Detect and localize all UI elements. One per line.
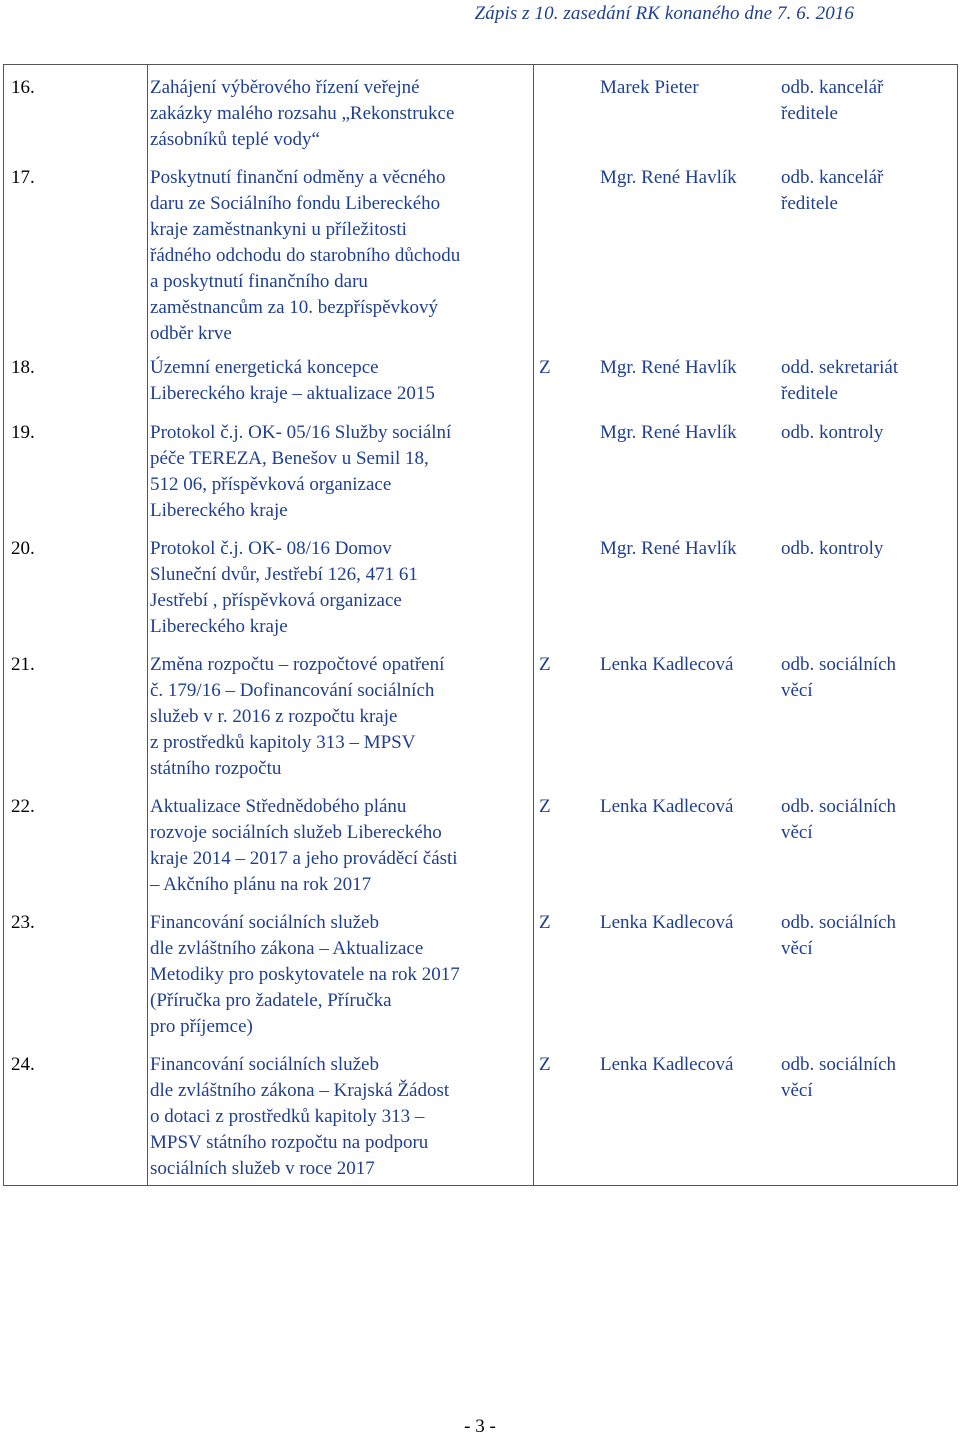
agenda-item-title-line: o dotaci z prostředků kapitoly 313 – (150, 1106, 425, 1127)
agenda-item-title-line: Sluneční dvůr, Jestřebí 126, 471 61 (150, 564, 418, 585)
agenda-item-department-line: odb. kancelář (781, 77, 884, 98)
agenda-item-title-line: Libereckého kraje (150, 616, 288, 637)
column-divider (533, 65, 534, 1185)
agenda-item-department-line: odb. kontroly (781, 538, 884, 559)
agenda-item-department-line: ředitele (781, 193, 838, 214)
agenda-item-title-line: Aktualizace Střednědobého plánu (150, 796, 407, 817)
agenda-item-department (781, 75, 883, 127)
agenda-item-title-line: Metodiky pro poskytovatele na rok 2017 (150, 964, 460, 985)
agenda-item-title-line: – Akčního plánu na rok 2017 (150, 874, 372, 895)
agenda-item-department-line: odb. sociálních (781, 912, 897, 933)
agenda-item-title-line: rozvoje sociálních služeb Libereckého (150, 822, 442, 843)
agenda-item-title-line: Změna rozpočtu – rozpočtové opatření (150, 654, 445, 675)
agenda-item-title-line: zakázky malého rozsahu „Rekonstrukce (150, 103, 455, 124)
agenda-item-title (150, 536, 418, 640)
agenda-item-title-line: Poskytnutí finanční odměny a věcného (150, 167, 446, 188)
agenda-item-title-line: odběr krve (150, 323, 232, 344)
agenda-item-department-line: ředitele (781, 103, 838, 124)
agenda-item-title-line: 512 06, příspěvková organizace (150, 474, 392, 495)
agenda-item-title-line: sociálních služeb v roce 2017 (150, 1158, 375, 1179)
agenda-item-title-line: č. 179/16 – Dofinancování sociálních (150, 680, 435, 701)
agenda-item-mark: Z (539, 654, 551, 675)
agenda-item-mark: Z (539, 796, 551, 817)
agenda-item-title (150, 910, 460, 1040)
agenda-item-department (781, 536, 883, 562)
agenda-item-presenter: Lenka Kadlecová (600, 796, 734, 817)
agenda-item-title-line: Zahájení výběrového řízení veřejné (150, 77, 420, 98)
agenda-item-title-line: péče TEREZA, Benešov u Semil 18, (150, 448, 429, 469)
agenda-item-title-line: řádného odchodu do starobního důchodu (150, 245, 461, 266)
agenda-item-department (781, 165, 883, 217)
agenda-item-number: 23. (11, 912, 35, 933)
agenda-item-department-line: ředitele (781, 383, 838, 404)
agenda-item-department-line: věcí (781, 1080, 813, 1101)
agenda-item-title-line: dle zvláštního zákona – Aktualizace (150, 938, 424, 959)
agenda-item-title (150, 652, 444, 782)
agenda-item-title (150, 1052, 449, 1182)
agenda-item-department-line: odb. sociálních (781, 1054, 897, 1075)
agenda-item-department-line: odb. sociálních (781, 654, 897, 675)
agenda-item-presenter: Mgr. René Havlík (600, 357, 737, 378)
agenda-item-department (781, 420, 883, 446)
agenda-item-title-line: kraje 2014 – 2017 a jeho prováděcí části (150, 848, 458, 869)
agenda-item-department-line: odb. sociálních (781, 796, 897, 817)
agenda-item-title (150, 165, 460, 347)
agenda-item-number: 21. (11, 654, 35, 675)
agenda-item-department-line: odb. kancelář (781, 167, 884, 188)
page-number: - 3 - (464, 1416, 496, 1437)
agenda-item-title-line: a poskytnutí finančního daru (150, 271, 368, 292)
agenda-item-title (150, 420, 451, 524)
agenda-item-presenter: Lenka Kadlecová (600, 912, 734, 933)
agenda-item-presenter: Marek Pieter (600, 77, 699, 98)
agenda-item-department-line: odd. sekretariát (781, 357, 899, 378)
agenda-item-title-line: dle zvláštního zákona – Krajská Žádost (150, 1080, 450, 1101)
agenda-item-title-line: zásobníků teplé vody“ (150, 129, 320, 150)
agenda-item-presenter: Mgr. René Havlík (600, 422, 737, 443)
agenda-item-title (150, 355, 435, 407)
agenda-item-title-line: pro příjemce) (150, 1016, 253, 1037)
agenda-item-title-line: z prostředků kapitoly 313 – MPSV (150, 732, 416, 753)
agenda-item-title-line: daru ze Sociálního fondu Libereckého (150, 193, 441, 214)
agenda-item-title-line: Financování sociálních služeb (150, 912, 379, 933)
agenda-item-number: 22. (11, 796, 35, 817)
agenda-item-mark: Z (539, 1054, 551, 1075)
agenda-item-title (150, 75, 454, 153)
agenda-item-department-line: odb. kontroly (781, 422, 884, 443)
agenda-item-title-line: (Příručka pro žadatele, Příručka (150, 990, 392, 1011)
column-divider (147, 65, 148, 1185)
agenda-item-mark: Z (539, 912, 551, 933)
agenda-item-title-line: státního rozpočtu (150, 758, 282, 779)
agenda-item-title-line: Územní energetická koncepce (150, 357, 379, 378)
agenda-item-mark: Z (539, 357, 551, 378)
agenda-item-number: 18. (11, 357, 35, 378)
agenda-item-title-line: služeb v r. 2016 z rozpočtu kraje (150, 706, 398, 727)
document-header: Zápis z 10. zasedání RK konaného dne 7. 6. 2016 (474, 3, 854, 24)
agenda-item-presenter: Lenka Kadlecová (600, 654, 734, 675)
agenda-item-presenter: Mgr. René Havlík (600, 538, 737, 559)
agenda-item-title-line: Financování sociálních služeb (150, 1054, 379, 1075)
agenda-item-department (781, 355, 898, 407)
agenda-item-number: 24. (11, 1054, 35, 1075)
agenda-item-number: 20. (11, 538, 35, 559)
agenda-item-number: 16. (11, 77, 35, 98)
agenda-item-presenter: Mgr. René Havlík (600, 167, 737, 188)
agenda-item-title-line: zaměstnancům za 10. bezpříspěvkový (150, 297, 439, 318)
agenda-item-title-line: Jestřebí , příspěvková organizace (150, 590, 402, 611)
agenda-item-department (781, 910, 896, 962)
agenda-item-title-line: Libereckého kraje – aktualizace 2015 (150, 383, 435, 404)
agenda-item-title-line: kraje zaměstnankyni u příležitosti (150, 219, 407, 240)
agenda-item-title-line: Protokol č.j. OK- 05/16 Služby sociální (150, 422, 452, 443)
agenda-table (3, 64, 958, 1186)
agenda-item-department-line: věcí (781, 680, 813, 701)
agenda-item-department-line: věcí (781, 822, 813, 843)
agenda-item-presenter: Lenka Kadlecová (600, 1054, 734, 1075)
agenda-item-number: 17. (11, 167, 35, 188)
agenda-item-title-line: Libereckého kraje (150, 500, 288, 521)
agenda-item-department-line: věcí (781, 938, 813, 959)
agenda-item-number: 19. (11, 422, 35, 443)
agenda-item-title (150, 794, 458, 898)
agenda-item-department (781, 652, 896, 704)
agenda-item-title-line: MPSV státního rozpočtu na podporu (150, 1132, 429, 1153)
agenda-item-title-line: Protokol č.j. OK- 08/16 Domov (150, 538, 392, 559)
agenda-item-department (781, 794, 896, 846)
agenda-item-department (781, 1052, 896, 1104)
